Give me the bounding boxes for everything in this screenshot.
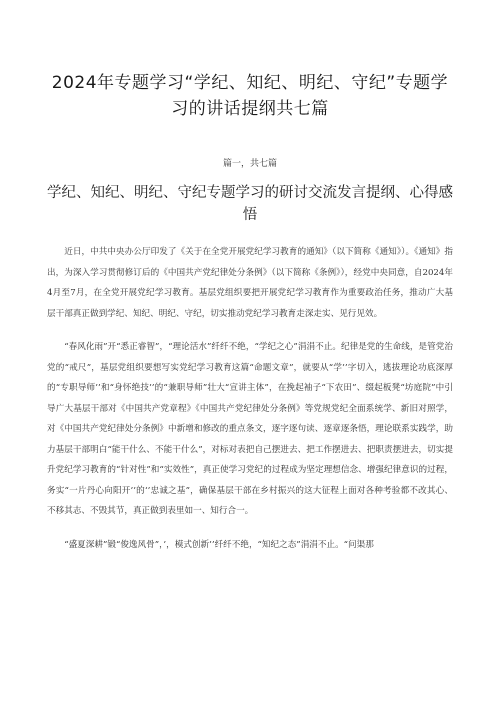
paragraph: “盛夏深耕”锻“俊逸风骨”，’，模式创新’’纤纤不绝，“知纪之态”涓涓不止。“问渠那 [64,539,374,550]
document-title: 2024年专题学习“学纪、知纪、明纪、守纪”专题学习的讲话提纲共七篇 [51,73,449,119]
section-title: 学纪、知纪、明纪、守纪专题学习的研讨交流发言提纲、心得感悟 [47,185,453,223]
paragraph: 近日，中共中央办公厅印发了《关于在全党开展党纪学习教育的通知》（以下简称《通知》）。《通知》指出，为深入学习贯彻修订后的《中国共产党纪律处分条例》（以下简称《条例》），经党中央同意，自2024年4月至7月，在全党开展党纪学习教育。基层党组织要把开展党纪学习教育作为重要政治任务，推动广大基层干部真正做到学纪、知纪、明纪、守纪，切实推动党纪学习教育走深走实、见行见效。 [47,247,453,319]
paragraph: “春风化雨”开“悉正睿智”，“理论活水”纤纤不绝，“学纪之心”涓涓不止。纪律是党的生命线，是管党治党的“戒尺”，基层党组织要想写实党纪学习教育这篇“命题文章”，就要从“学’’字切入，逃拔理论功底深厚的“专职导师’’和“身怀绝技’’的“兼职导师”壮大“宣讲主体”，在挽起袖子“下农田”、缀起板凳“坊庭院”中引导广大基层干部对《中国共产党章程》《中国共产党纪律处分条例》等党规党纪全面系统学、新旧对照学，对《中国共产党纪律处分条例》中新增和修改的重点条文，逐字逐句读、逐章逐条悟，理论联系实践学，助力基层干部明白“能干什么、不能干什么”，对标对表把自己摆进去、把工作摆进去、把职责摆进去，切实提升党纪学习教育的“针对性”和“实效性”，真正使学习党纪的过程成为坚定理想信念、增强纪律意识的过程，务实“一片丹心向阳开’’的‘’忠诚之基”，确保基层干部在乡村振兴的这大征程上面对各种考验都不改其心、不移其志、不毁其节，真正做到表里如一、知行合一。 [47,342,453,516]
body-text [47,242,453,555]
piece-label: 篇一，共七篇 [222,159,277,169]
